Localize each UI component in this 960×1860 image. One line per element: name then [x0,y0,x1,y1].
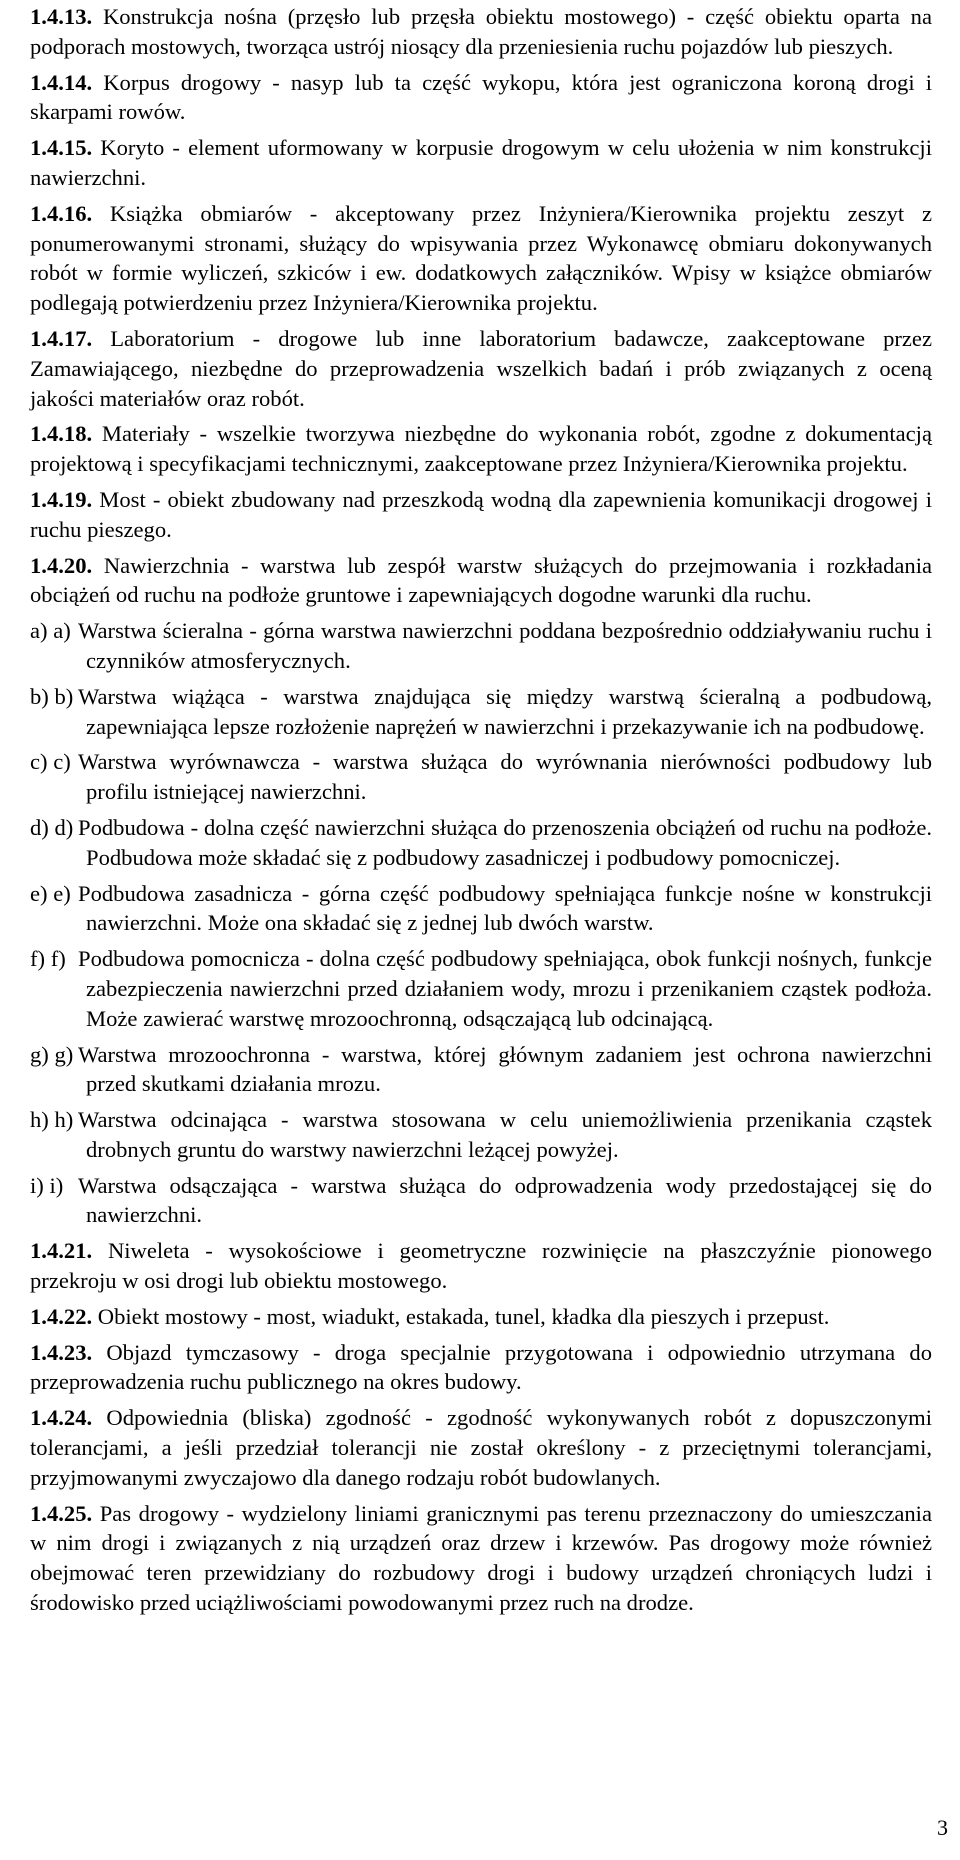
definition-paragraph [30,1236,932,1296]
definition-text: Koryto - element uformowany w korpusie drogowym w celu ułożenia w nim konstrukcji nawierzchni. [30,135,932,190]
list-marker-primary: h) [30,1107,49,1133]
definition-paragraph [30,1499,932,1618]
list-item [30,944,932,1033]
list-marker-secondary: e) [53,880,71,906]
definition-text: Nawierzchnia - warstwa lub zespół warstw służących do przejmowania i rozkładania obciążeń od ruchu na podłoże gruntowe i zapewniających dogodne warunki dla ruchu. [30,552,932,608]
definition-text: Korpus drogowy - nasyp lub ta część wykopu, która jest ograniczona koroną drogi i skarpami rowów. [30,69,932,125]
list-marker [30,1171,78,1201]
list-marker-primary: g) [30,1041,49,1067]
list-item [30,1040,932,1100]
definition-paragraph [30,68,932,128]
definition-number: 1.4.19. [30,486,93,512]
definition-number: 1.4.22. [30,1303,93,1329]
definition-text: Most - obiekt zbudowany nad przeszkodą wodną dla zapewnienia komunikacji drogowej i ruchu pieszego. [30,486,932,542]
list-marker-primary: f) [30,946,46,972]
definition-number: 1.4.17. [30,325,93,351]
list-item-text: Warstwa mrozoochronna - warstwa, której głównym zadaniem jest ochrona nawierzchni przed skutkami działania mrozu. [78,1041,932,1097]
list-marker-secondary: g) [54,1041,74,1067]
list-marker [30,616,78,646]
definition-paragraph [30,199,932,318]
list-item-text: Podbudowa zasadnicza - górna część podbudowy spełniająca funkcje nośne w konstrukcji nawierzchni. Może ona składać się z jednej lub dwóch warstw. [78,880,932,936]
list-marker-secondary: h) [54,1107,74,1133]
definition-text: Materiały - wszelkie tworzywa niezbędne do wykonania robót, zgodne z dokumentacją projektową i specyfikacjami technicznymi, zaakceptowane przez Inżyniera/Kierownika projektu. [30,421,932,477]
list-item-text: Warstwa odcinająca - warstwa stosowana w celu uniemożliwienia przenikania cząstek drobnych gruntu do warstwy nawierzchni leżącej powyżej. [78,1107,932,1162]
list-item-text: Podbudowa pomocnicza - dolna część podbudowy spełniająca, obok funkcji nośnych, funkcje zabezpieczenia nawierzchni przed działaniem wody, mrozu i przenikaniem cząstek podłoża. Może zawierać warstwę mrozoochronną, odsączającą lub odcinającą. [78,946,932,1031]
list-marker-primary: a) [30,618,48,644]
definition-paragraph [30,2,932,62]
list-marker-primary: e) [30,880,48,906]
list-marker [30,813,78,843]
list-marker-primary: i) [30,1172,44,1198]
list-item [30,747,932,807]
definition-text: Niweleta - wysokościowe i geometryczne rozwinięcie na płaszczyźnie pionowego przekroju w osi drogi lub obiektu mostowego. [30,1238,932,1294]
definition-text: Laboratorium - drogowe lub inne laboratorium badawcze, zaakceptowane przez Zamawiającego, niezbędne do przeprowadzenia wszelkich badań i prób związanych z oceną jakości materiałów oraz robót. [30,325,932,411]
definition-number: 1.4.24. [30,1405,93,1431]
list-marker-primary: b) [30,683,49,709]
page-content [30,2,932,1624]
list-item-text: Warstwa wiążąca - warstwa znajdująca się między warstwą ścieralną a podbudową, zapewniająca lepsze rozłożenie naprężeń w nawierzchni i przekazywanie ich na podbudowę. [78,683,932,739]
definition-number: 1.4.20. [30,552,93,578]
list-marker-primary: d) [30,814,49,840]
definition-paragraph [30,485,932,545]
definition-number: 1.4.18. [30,421,93,447]
definition-number: 1.4.14. [30,69,93,95]
list-marker [30,944,78,974]
definition-text: Odpowiednia (bliska) zgodność - zgodność wykonywanych robót z dopuszczonymi tolerancjami, a jeśli przedział tolerancji nie został określony - z przeciętnymi tolerancjami, przyjmowanymi zwyczajowo dla danego rodzaju robót budowlanych. [30,1405,932,1490]
list-item [30,1105,932,1165]
list-item [30,682,932,742]
definition-paragraph [30,1302,932,1332]
list-item-text: Warstwa ścieralna - górna warstwa nawierzchni poddana bezpośrednio oddziaływaniu ruchu i czynników atmosferycznych. [78,618,932,673]
definition-paragraph [30,1403,932,1492]
list-item [30,616,932,676]
list-item-text: Warstwa odsączająca - warstwa służąca do odprowadzenia wody przedostającej się do nawierzchni. [78,1172,932,1228]
definition-number: 1.4.16. [30,200,93,226]
definition-paragraph [30,1338,932,1398]
definition-text: Konstrukcja nośna (przęsło lub przęsła obiektu mostowego) - część obiektu oparta na podporach mostowych, tworząca ustrój niosący dla przeniesienia ruchu pojazdów lub pieszych. [30,4,932,59]
definition-paragraph [30,133,932,193]
list-marker-secondary: i) [49,1172,64,1198]
list-marker [30,879,78,909]
list-item-text: Warstwa wyrównawcza - warstwa służąca do wyrównania nierówności podbudowy lub profilu istniejącej nawierzchni. [78,749,932,805]
definition-paragraph [30,551,932,611]
list-marker [30,1040,78,1070]
definition-text: Książka obmiarów - akceptowany przez Inżyniera/Kierownika projektu zeszyt z ponumerowanymi stronami, służący do wpisywania przez Wykonawcę obmiaru dokonywanych robót w formie wyliczeń, szkiców i ew. dodatkowych załączników. Wpisy w książce obmiarów podlegają potwierdzeniu przez Inżyniera/Kierownika projektu. [30,200,932,316]
list-marker [30,682,78,712]
definition-text: Obiekt mostowy - most, wiadukt, estakada, tunel, kładka dla pieszych i przepust. [92,1303,830,1329]
list-item [30,1171,932,1231]
definition-number: 1.4.21. [30,1238,93,1264]
list-marker-primary: c) [30,749,48,775]
page-number: 3 [937,1815,948,1840]
list-marker-secondary: b) [54,683,74,709]
list-marker [30,747,78,777]
definition-paragraph [30,324,932,413]
definition-number: 1.4.13. [30,4,93,29]
definition-number: 1.4.23. [30,1339,93,1365]
definition-number: 1.4.25. [30,1500,93,1526]
list-item [30,879,932,939]
list-item [30,813,932,873]
list-marker [30,1105,78,1135]
list-item-text: Podbudowa - dolna część nawierzchni służąca do przenoszenia obciążeń od ruchu na podłoże. Podbudowa może składać się z podbudowy zasadniczej i podbudowy pomocniczej. [78,814,932,870]
list-marker-secondary: f) [50,946,66,972]
definition-paragraph [30,419,932,479]
list-marker-secondary: c) [53,749,71,775]
list-marker-secondary: d) [54,814,74,840]
definition-text: Pas drogowy - wydzielony liniami granicznymi pas terenu przeznaczony do umieszczania w nim drogi i związanych z nią urządzeń oraz drzew i krzewów. Pas drogowy może również obejmować teren przewidziany do rozbudowy drogi i budowy urządzeń chroniących ludzi i środowisko przed uciążliwościami powodowanymi przez ruch na drodze. [30,1500,932,1616]
list-marker-secondary: a) [53,618,71,644]
definition-text: Objazd tymczasowy - droga specjalnie przygotowana i odpowiednio utrzymana do przeprowadzenia ruchu publicznego na okres budowy. [30,1339,932,1395]
definition-number: 1.4.15. [30,135,93,161]
